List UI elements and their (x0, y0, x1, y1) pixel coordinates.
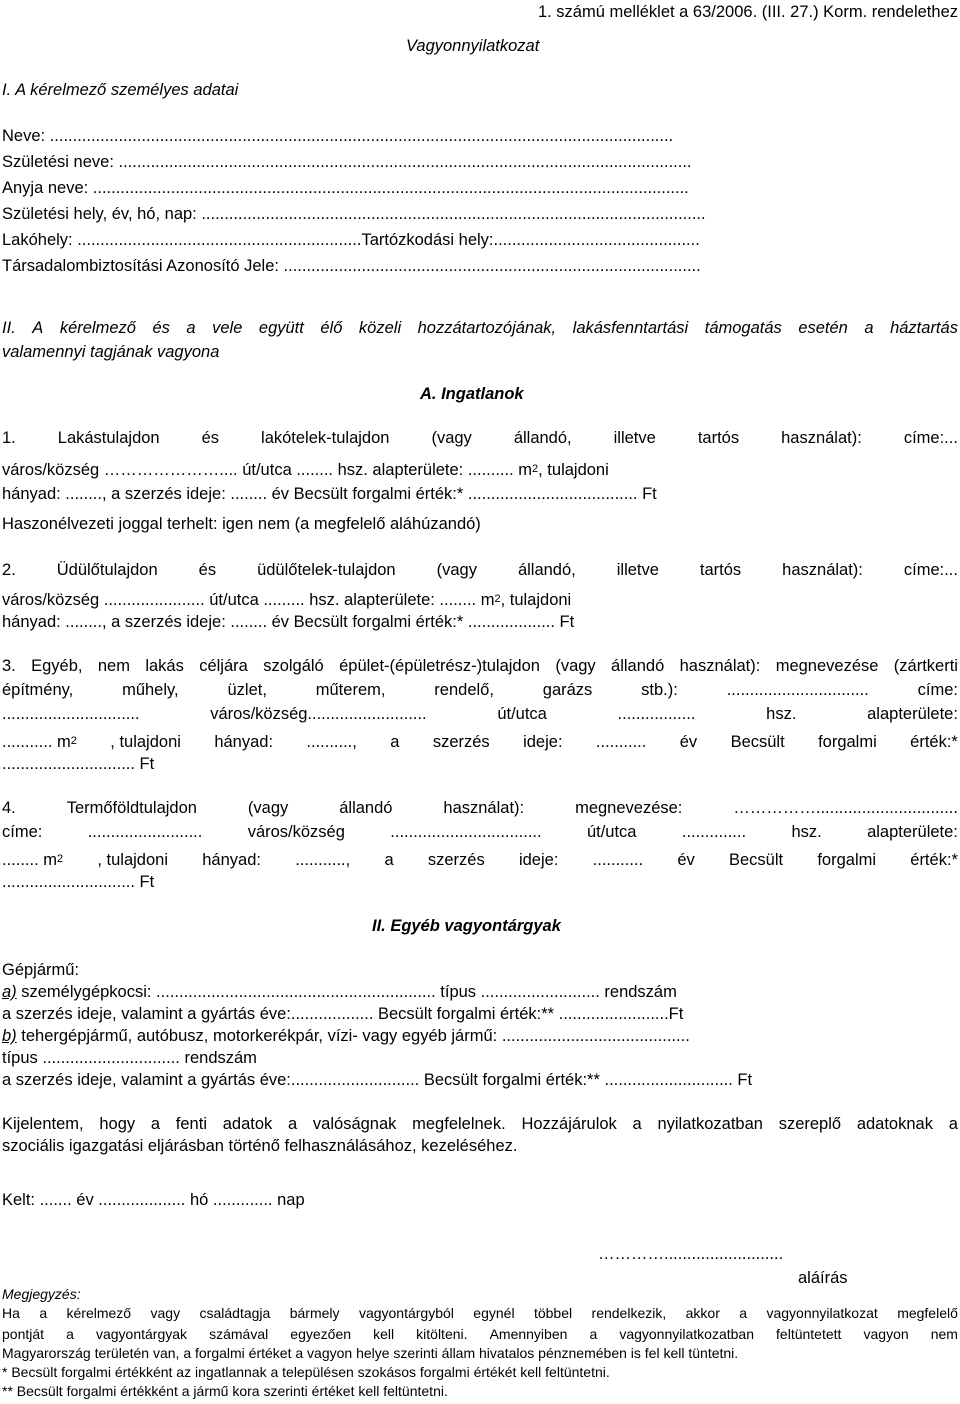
word: tartós (697, 429, 740, 447)
word: hogy (99, 1115, 136, 1133)
section-assets-heading (2, 318, 958, 338)
word: lakótelek-tulajdon (261, 429, 390, 447)
word: műterem, (315, 681, 386, 699)
field-name[interactable]: Neve: ........................................................................................................................................ (2, 127, 674, 145)
word: használat): (782, 561, 863, 579)
car-line1[interactable] (2, 982, 958, 1002)
word: (vagy (431, 429, 472, 447)
item1-address-fields: város/község ………………….... út/utca ........ hsz. alapterülete: .......... m (2, 461, 533, 479)
word: kérelmező (59, 319, 136, 337)
word: címe: (2, 823, 43, 841)
word: háztartás (890, 319, 958, 337)
word: garázs (542, 681, 593, 699)
word: kell (373, 1326, 395, 1342)
item3-area-dots: ........... m (2, 733, 71, 751)
car-fields: személygépkocsi: ............................................................. típus .......................... rendszám (16, 983, 677, 1001)
word: illetve (613, 429, 656, 447)
word: feltüntetett (776, 1326, 842, 1342)
word: megnevezése (775, 657, 879, 675)
word: üdülőtelek-tulajdon (257, 561, 396, 579)
word: üzlet, (227, 681, 267, 699)
notes-line4: * Becsült forgalmi értékként az ingatlannak a településen szokásos forgalmi értékét kell feltüntetni. (2, 1364, 610, 1380)
word: kérelmező (66, 1305, 132, 1321)
word: nyilatkozatban (657, 1115, 763, 1133)
word: a (864, 319, 874, 337)
word: fenti (175, 1115, 207, 1133)
word: megfelelő (897, 1305, 958, 1321)
field-taj[interactable]: Társadalombiztosítási Azonosító Jele: ........................................................................................... (2, 257, 701, 275)
item3-line1 (2, 656, 958, 676)
word: a (39, 1305, 48, 1321)
word: esetén (798, 319, 848, 337)
word: ......................... (87, 823, 203, 841)
word: .............................. (2, 705, 140, 723)
word: hányad: (202, 851, 261, 869)
word: alapterülete: (867, 705, 958, 723)
word: Becsült (730, 733, 785, 751)
item1-line2[interactable] (2, 460, 958, 480)
word: .........., (306, 733, 357, 751)
item1-line3[interactable]: hányad: ........, a szerzés ideje: ........ év Becsült forgalmi érték:* ..................................... Ft (2, 485, 657, 503)
word: ................................. (390, 823, 542, 841)
word: a (288, 1115, 298, 1133)
word: állandó (339, 799, 393, 817)
notes-line3: Magyarország területén van, a forgalmi értéket a vagyon helye szerinti állam hivatalos pénznemében is fel kell tüntetni. (2, 1345, 739, 1361)
word: közeli (358, 319, 402, 337)
word: épület-(épületrész-)tulajdon (339, 657, 540, 675)
word: lakásfenntartási (572, 319, 689, 337)
word: stb.): (641, 681, 678, 699)
word: város/község.......................... (210, 705, 427, 723)
item4-area-dots: ........ m (2, 851, 58, 869)
real-estate-subheading: A. Ingatlanok (420, 385, 524, 403)
word: a (589, 1326, 598, 1342)
word: Kijelentem, (2, 1115, 84, 1133)
word: 1. (2, 429, 16, 447)
item3-line5[interactable]: ............................. Ft (2, 755, 155, 773)
word: vagy (150, 1305, 181, 1321)
word: (zártkerti (893, 657, 958, 675)
word: 2. (2, 561, 16, 579)
word: szerzés (432, 733, 490, 751)
word: út/utca (586, 823, 637, 841)
word: a (66, 1326, 74, 1342)
word: szerzés (427, 851, 485, 869)
item3-line3[interactable] (2, 704, 958, 724)
item2-share-label: , tulajdoni (500, 591, 572, 609)
word: a (632, 1115, 642, 1133)
word: nem (97, 657, 130, 675)
word: A (32, 319, 44, 337)
section-assets-heading-cont: valamennyi tagjának vagyona (2, 343, 220, 361)
item4-line2[interactable] (2, 822, 958, 842)
word: alapterülete: (867, 823, 958, 841)
item4-line3[interactable] (2, 850, 958, 870)
truck-line3[interactable]: a szerzés ideje, valamint a gyártás éve:............................ Becsült forgalmi érték:** ............................ Ft (2, 1071, 753, 1089)
word: rendelő, (434, 681, 494, 699)
word: 4. (2, 799, 16, 817)
notes-line2 (2, 1326, 958, 1343)
car-line2[interactable]: a szerzés ideje, valamint a gyártás éve:.................. Becsült forgalmi érték:** ........................Ft (2, 1005, 684, 1023)
word: egynél (473, 1305, 515, 1321)
car-marker: a) (2, 983, 17, 1001)
word: II. (2, 319, 16, 337)
word: Ha (2, 1305, 20, 1321)
word: forgalmi (818, 733, 877, 751)
word: forgalmi (817, 851, 877, 869)
word: ........... (592, 851, 644, 869)
word: bármely (289, 1305, 340, 1321)
word: állandó, (513, 429, 572, 447)
word: vele (212, 319, 243, 337)
document-title: Vagyonnyilatkozat (406, 37, 540, 55)
word: érték:* (910, 851, 958, 869)
word: a (186, 319, 196, 337)
word: adatoknak (856, 1115, 933, 1133)
word: családtagja (199, 1305, 271, 1321)
word: (vagy (247, 799, 289, 817)
word: Amennyiben (489, 1326, 568, 1342)
item2-line3[interactable]: hányad: ........, a szerzés ideje: ........ év Becsült forgalmi érték:* ................... Ft (2, 613, 575, 631)
word: használat): (781, 429, 862, 447)
item3-line4[interactable] (2, 732, 958, 752)
word: ……………............................... (733, 799, 958, 817)
item1-usufruct: Haszonélvezeti joggal terhelt: igen nem (a megfelelő aláhúzandó) (2, 515, 481, 533)
word: valóságnak (312, 1115, 397, 1133)
word: illetve (616, 561, 659, 579)
word: élő (320, 319, 343, 337)
vehicle-label: Gépjármű: (2, 961, 80, 979)
word: számával (209, 1326, 269, 1342)
word: megnevezése: (575, 799, 683, 817)
m2-sup: 2 (70, 735, 77, 747)
m2-sup: 2 (494, 593, 501, 605)
word: és (152, 319, 170, 337)
word: támogatás (704, 319, 782, 337)
date-line[interactable]: Kelt: ....... év ................... hó ............. nap (2, 1191, 305, 1209)
truck-line2[interactable]: típus .............................. rendszám (2, 1049, 257, 1067)
field-mother-name[interactable]: Anyja neve: .................................................................................................................................. (2, 179, 689, 197)
word: műhely, (122, 681, 179, 699)
word: lakás (145, 657, 184, 675)
word: év (679, 733, 698, 751)
item2-address-fields: város/község ...................... út/utca ......... hsz. alapterülete: ........ m (2, 591, 495, 609)
word: használat): (679, 657, 761, 675)
word: vagyon (863, 1326, 909, 1342)
word: céljára (199, 657, 248, 675)
truck-marker: b) (2, 1027, 17, 1045)
word: út/utca (497, 705, 547, 723)
section-personal-heading: I. A kérelmező személyes adatai (2, 81, 239, 99)
other-assets-heading: II. Egyéb vagyontárgyak (372, 917, 561, 935)
word: vagyontárgyból (358, 1305, 454, 1321)
word: hozzátartozójának, (417, 319, 557, 337)
word: , tulajdoni (110, 733, 181, 751)
word: hsz. (766, 705, 797, 723)
word: címe: (917, 681, 958, 699)
word: év (677, 851, 695, 869)
item3-line2[interactable] (2, 680, 958, 700)
word: ........... (595, 733, 647, 751)
word: állandó (611, 657, 665, 675)
word: hsz. (791, 823, 822, 841)
word: egyezően (290, 1326, 352, 1342)
item4-line1[interactable] (2, 798, 958, 818)
word: akkor (685, 1305, 720, 1321)
word: Becsült (729, 851, 784, 869)
word: állandó, (517, 561, 576, 579)
declaration-line2: szociális igazgatási eljárásban történő felhasználásához, kezeléséhez. (2, 1137, 518, 1155)
word: Termőföldtulajdon (66, 799, 197, 817)
word: ................. (617, 705, 696, 723)
word: többel (533, 1305, 573, 1321)
word: címe:... (903, 561, 958, 579)
word: és (198, 561, 217, 579)
word: nem (930, 1326, 958, 1342)
word: Lakástulajdon (57, 429, 160, 447)
word: építmény, (2, 681, 74, 699)
word: együtt (258, 319, 304, 337)
word: a (948, 1115, 958, 1133)
truck-line1[interactable] (2, 1026, 958, 1046)
word: (vagy (436, 561, 477, 579)
word: ideje: (523, 733, 563, 751)
word: ideje: (518, 851, 559, 869)
notes-line5: ** Becsült forgalmi értékként a jármű kora szerinti értéket kell feltüntetni. (2, 1383, 448, 1399)
word: (vagy (555, 657, 596, 675)
word: ............................... (726, 681, 869, 699)
notes-heading: Megjegyzés: (2, 1286, 81, 1302)
word: megfelelnek. (412, 1115, 506, 1133)
m2-sup: 2 (532, 463, 539, 475)
word: a (390, 733, 400, 751)
word: rendelkezik, (591, 1305, 667, 1321)
word: hányad: (214, 733, 274, 751)
annex-reference: 1. számú melléklet a 63/2006. (III. 27.) Korm. rendelethez (537, 3, 958, 21)
word: 3. (2, 657, 16, 675)
item1-line1 (2, 428, 958, 448)
field-birth-name[interactable]: Születési neve: ............................................................................................................................. (2, 153, 692, 171)
declaration-line1 (2, 1114, 958, 1134)
word: a (150, 1115, 161, 1133)
word: vagyontárgyak (95, 1326, 188, 1342)
word: .............. (681, 823, 747, 841)
word: szolgáló (263, 657, 324, 675)
word: vagyonnyilatkozat (766, 1305, 878, 1321)
item2-line2[interactable] (2, 590, 958, 610)
item4-line4[interactable]: ............................. Ft (2, 873, 155, 891)
word: érték:* (910, 733, 958, 751)
word: vagyonnyilatkozatban (619, 1326, 754, 1342)
word: Egyéb, (31, 657, 83, 675)
word: szereplő (778, 1115, 842, 1133)
word: címe:... (903, 429, 958, 447)
word: kitölteni. (416, 1326, 468, 1342)
field-residence[interactable]: Lakóhely: ..............................................................Tartózkodási hely:............................................. (2, 231, 700, 249)
word: a (739, 1305, 748, 1321)
signature-label: aláírás (798, 1269, 848, 1287)
truck-fields: tehergépjármű, autóbusz, motorkerékpár, vízi- vagy egyéb jármű: ......................................... (16, 1027, 690, 1045)
word: és (201, 429, 220, 447)
item2-line1 (2, 560, 958, 580)
item1-share-label: , tulajdoni (538, 461, 609, 479)
word: ..........., (295, 851, 351, 869)
word: pontját (2, 1326, 45, 1342)
word: város/község (247, 823, 345, 841)
word: Hozzájárulok (521, 1115, 617, 1133)
notes-line1 (2, 1305, 958, 1322)
word: a (384, 851, 394, 869)
word: használat): (443, 799, 525, 817)
signature-line[interactable]: ………….......................... (598, 1245, 784, 1263)
word: adatok (222, 1115, 273, 1133)
field-birth-place-date[interactable]: Születési hely, év, hó, nap: .............................................................................................................. (2, 205, 706, 223)
word: , tulajdoni (97, 851, 169, 869)
word: tartós (699, 561, 742, 579)
word: Üdülőtulajdon (56, 561, 158, 579)
m2-sup: 2 (57, 853, 64, 865)
